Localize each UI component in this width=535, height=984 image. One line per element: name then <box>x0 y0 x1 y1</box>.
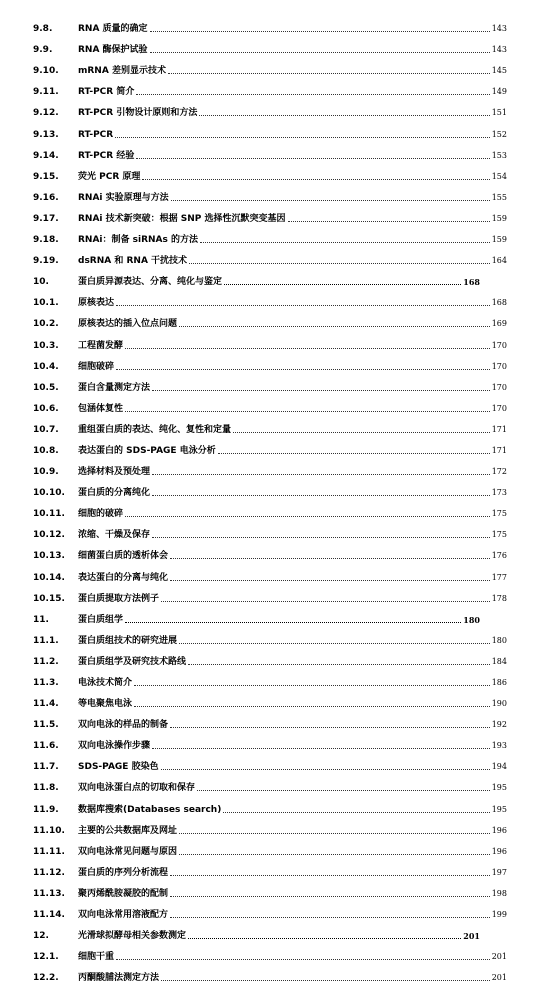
toc-entry-number: 10.2. <box>33 319 59 330</box>
toc-entry-number: 10.5. <box>33 382 59 393</box>
toc-dot-leader <box>125 348 490 349</box>
toc-dot-leader <box>199 115 489 116</box>
toc-page-number: 159 <box>491 235 507 245</box>
toc-section-entry[interactable] <box>33 204 507 225</box>
toc-page-number: 159 <box>491 213 507 223</box>
toc-entry-number: 11.12. <box>33 867 65 878</box>
toc-section-entry[interactable] <box>33 183 507 204</box>
toc-dot-leader <box>134 685 490 686</box>
toc-dot-leader <box>197 790 490 791</box>
toc-dot-leader <box>170 917 490 918</box>
toc-section-entry[interactable] <box>33 942 507 963</box>
toc-entry-title: mRNA 差别显示技术 <box>78 66 166 77</box>
toc-entry-number: 9.12. <box>33 108 59 119</box>
toc-section-entry[interactable] <box>33 56 507 77</box>
toc-entry-number: 10.8. <box>33 445 59 456</box>
toc-entry-number: 11.13. <box>33 888 65 899</box>
toc-section-entry[interactable] <box>33 77 507 98</box>
toc-entry-title: RNAi 实验原理与方法 <box>78 192 169 203</box>
toc-dot-leader <box>170 727 490 728</box>
toc-dot-leader <box>125 516 490 517</box>
toc-page-number: 195 <box>491 804 507 814</box>
toc-dot-leader <box>233 432 490 433</box>
toc-page-number: 155 <box>491 192 507 202</box>
toc-entry-number: 9.17. <box>33 213 59 224</box>
toc-page-number: 197 <box>491 867 507 877</box>
toc-section-entry[interactable] <box>33 520 507 541</box>
toc-page-number: 151 <box>491 108 507 118</box>
toc-page-number: 153 <box>491 150 507 160</box>
toc-page-number: 145 <box>491 66 507 76</box>
toc-page-number: 173 <box>491 488 507 498</box>
toc-entry-title: 蛋白质异源表达、分离、纯化与鉴定 <box>78 277 223 288</box>
toc-dot-leader <box>136 94 489 95</box>
toc-dot-leader <box>142 179 489 180</box>
toc-entry-number: 12.1. <box>33 952 59 963</box>
toc-page-number: 143 <box>491 24 507 34</box>
toc-entry-number: 9.15. <box>33 171 59 182</box>
toc-section-entry[interactable] <box>33 710 507 731</box>
toc-page-number: 171 <box>491 424 507 434</box>
toc-section-entry[interactable] <box>33 816 507 837</box>
toc-page-number: 175 <box>491 530 507 540</box>
toc-chapter-line <box>78 614 507 626</box>
toc-page-number: 195 <box>491 783 507 793</box>
toc-page-number: 154 <box>491 171 507 181</box>
toc-entry-title: 细菌蛋白质的透析体会 <box>78 551 169 562</box>
toc-section-entry[interactable] <box>33 225 507 246</box>
toc-entry-title: 双向电泳常见问题与原因 <box>78 846 178 857</box>
toc-page-number: 164 <box>491 256 507 266</box>
toc-section-entry[interactable] <box>33 14 507 35</box>
toc-dot-leader <box>125 622 461 623</box>
toc-dot-leader <box>116 959 490 960</box>
toc-entry-title: 表达蛋白的分离与纯化 <box>78 572 169 583</box>
toc-section-entry[interactable] <box>33 626 507 647</box>
toc-entry-number: 9.13. <box>33 129 59 140</box>
toc-entry-number: 10.10. <box>33 488 65 499</box>
toc-entry-title: 光滑球拟酵母相关参数测定 <box>78 931 187 942</box>
toc-dot-leader <box>179 643 490 644</box>
toc-entry-number: 11.9. <box>33 804 59 815</box>
toc-section-entry[interactable] <box>33 541 507 562</box>
toc-section-entry[interactable] <box>33 330 507 351</box>
toc-dot-leader <box>150 52 490 53</box>
toc-section-entry[interactable] <box>33 837 507 858</box>
toc-entry-title: 数据库搜索(Databases search) <box>78 804 222 815</box>
toc-entry-title: 原核表达 <box>78 298 115 309</box>
toc-dot-leader <box>152 390 490 391</box>
toc-page-number: 196 <box>491 846 507 856</box>
toc-section-entry[interactable] <box>33 288 507 309</box>
toc-section-entry[interactable] <box>33 352 507 373</box>
toc-section-entry[interactable] <box>33 584 507 605</box>
toc-entry-title: RNA 酶保护试验 <box>78 45 148 56</box>
toc-dot-leader <box>150 31 490 32</box>
toc-dot-leader <box>116 305 490 306</box>
toc-entry-number: 11.8. <box>33 783 59 794</box>
toc-dot-leader <box>116 369 490 370</box>
toc-page-number: 170 <box>491 340 507 350</box>
toc-entry-title: RT-PCR 经验 <box>78 150 135 161</box>
toc-chapter-line <box>78 276 507 288</box>
toc-list <box>33 14 507 984</box>
toc-dot-leader <box>188 938 461 939</box>
toc-dot-leader <box>170 896 490 897</box>
toc-page-number: 170 <box>491 382 507 392</box>
toc-entry-number: 10.11. <box>33 509 65 520</box>
toc-entry-title: 蛋白质提取方法例子 <box>78 593 160 604</box>
toc-dot-leader <box>171 200 490 201</box>
toc-dot-leader <box>161 769 490 770</box>
toc-entry-number: 9.19. <box>33 256 59 267</box>
toc-entry-number: 10. <box>33 277 49 288</box>
toc-entry-title: SDS-PAGE 胶染色 <box>78 762 159 773</box>
toc-section-entry[interactable] <box>33 309 507 330</box>
toc-section-entry[interactable] <box>33 562 507 583</box>
toc-dot-leader <box>152 474 490 475</box>
toc-entry-number: 9.10. <box>33 66 59 77</box>
toc-entry-number: 9.11. <box>33 87 59 98</box>
toc-dot-leader <box>152 537 490 538</box>
toc-page-number: 143 <box>491 45 507 55</box>
toc-page-number: 152 <box>491 129 507 139</box>
toc-entry-number: 11.10. <box>33 825 65 836</box>
toc-section-entry[interactable] <box>33 478 507 499</box>
toc-entry-title: 细胞干重 <box>78 952 115 963</box>
toc-page-number: 168 <box>463 277 480 288</box>
toc-entry-number: 12. <box>33 931 49 942</box>
toc-entry-number: 11.3. <box>33 678 59 688</box>
toc-dot-leader <box>179 854 490 855</box>
toc-page-number: 193 <box>491 741 507 751</box>
toc-entry-title: RT-PCR 引物设计原则和方法 <box>78 108 198 119</box>
toc-entry-number: 10.3. <box>33 340 59 351</box>
toc-entry-title: RNA 质量的确定 <box>78 24 148 35</box>
toc-entry-title: 工程菌发酵 <box>78 340 124 351</box>
toc-section-entry[interactable] <box>33 436 507 457</box>
toc-section-entry[interactable] <box>33 499 507 520</box>
toc-entry-title: 重组蛋白质的表达、纯化、复性和定量 <box>78 424 232 435</box>
toc-entry-number: 11.2. <box>33 656 59 667</box>
toc-entry-title: 蛋白质组学及研究技术路线 <box>78 656 187 667</box>
toc-page-number: 196 <box>491 825 507 835</box>
toc-section-entry[interactable] <box>33 647 507 668</box>
toc-entry-number: 9.9. <box>33 45 53 56</box>
toc-section-entry[interactable] <box>33 731 507 752</box>
toc-entry-title: 双向电泳的样品的制备 <box>78 720 169 731</box>
toc-entry-number: 9.16. <box>33 192 59 203</box>
toc-dot-leader <box>218 453 490 454</box>
toc-page-number: 178 <box>491 593 507 603</box>
toc-chapter-entry[interactable] <box>33 921 507 942</box>
toc-entry-title: 荧光 PCR 原理 <box>78 171 141 182</box>
toc-chapter-entry[interactable] <box>33 267 507 288</box>
toc-entry-number: 11.14. <box>33 910 65 921</box>
toc-entry-number: 9.14. <box>33 150 59 161</box>
toc-page-number: 186 <box>491 678 507 687</box>
toc-section-entry[interactable] <box>33 668 507 689</box>
toc-entry-title: dsRNA 和 RNA 干扰技术 <box>78 256 188 267</box>
toc-entry-title: 电泳技术简介 <box>78 678 133 688</box>
toc-entry-number: 11.7. <box>33 762 59 773</box>
toc-dot-leader <box>136 158 489 159</box>
toc-section-entry[interactable] <box>33 900 507 921</box>
toc-section-entry[interactable] <box>33 35 507 56</box>
toc-dot-leader <box>161 980 490 981</box>
toc-chapter-entry[interactable] <box>33 605 507 626</box>
toc-section-entry[interactable] <box>33 689 507 710</box>
toc-page-number: 176 <box>491 551 507 561</box>
toc-page-number: 169 <box>491 319 507 329</box>
toc-entry-number: 10.7. <box>33 424 59 435</box>
toc-section-entry[interactable] <box>33 246 507 267</box>
toc-entry-number: 10.12. <box>33 530 65 541</box>
toc-entry-number: 11.11. <box>33 846 65 857</box>
toc-entry-number: 12.2. <box>33 973 59 984</box>
toc-dot-leader <box>125 411 490 412</box>
toc-section-entry[interactable] <box>33 773 507 794</box>
toc-section-entry[interactable] <box>33 415 507 436</box>
toc-section-entry[interactable] <box>33 879 507 900</box>
toc-entry-title: RT-PCR <box>78 129 114 140</box>
toc-page-number: 170 <box>491 403 507 413</box>
toc-section-entry[interactable] <box>33 119 507 140</box>
toc-entry-number: 10.6. <box>33 403 59 414</box>
toc-dot-leader <box>161 601 490 602</box>
toc-entry-title: 双向电泳常用溶液配方 <box>78 910 169 921</box>
toc-entry-number: 10.15. <box>33 593 65 604</box>
toc-dot-leader <box>170 875 490 876</box>
toc-entry-number: 11. <box>33 614 49 625</box>
toc-entry-number: 10.13. <box>33 551 65 562</box>
toc-entry-title: 表达蛋白的 SDS-PAGE 电泳分析 <box>78 445 216 456</box>
toc-dot-leader <box>200 242 490 243</box>
toc-entry-number: 11.1. <box>33 635 59 646</box>
toc-dot-leader <box>170 558 490 559</box>
toc-entry-title: RNAi：制备 siRNAs 的方法 <box>78 235 199 246</box>
toc-entry-title: 原核表达的插入位点问题 <box>78 319 178 330</box>
toc-page-number: 149 <box>491 87 507 97</box>
toc-dot-leader <box>152 495 490 496</box>
toc-entry-title: 双向电泳蛋白点的切取和保存 <box>78 783 196 794</box>
toc-entry-title: 蛋白质的序列分析流程 <box>78 867 169 878</box>
toc-entry-title: 等电聚焦电泳 <box>78 699 133 710</box>
toc-page-number: 201 <box>463 931 480 942</box>
toc-entry-title: 蛋白含量测定方法 <box>78 382 151 393</box>
toc-page-number: 175 <box>491 509 507 519</box>
toc-page-number: 168 <box>491 298 507 308</box>
toc-dot-leader <box>170 580 490 581</box>
toc-page-number: 192 <box>491 720 507 730</box>
toc-entry-title: RNAi 技术新突破：根据 SNP 选择性沉默突变基因 <box>78 213 286 224</box>
toc-dot-leader <box>115 137 490 138</box>
toc-entry-title: 主要的公共数据库及网址 <box>78 825 178 836</box>
toc-entry-number: 9.18. <box>33 235 59 246</box>
toc-entry-number: 11.5. <box>33 720 59 731</box>
toc-page-number: 194 <box>491 762 507 772</box>
toc-page-number: 180 <box>491 635 507 645</box>
toc-page-number: 199 <box>491 910 507 920</box>
toc-entry-title: 蛋白质组学 <box>78 614 124 625</box>
toc-section-entry[interactable] <box>33 394 507 415</box>
toc-section-entry[interactable] <box>33 98 507 119</box>
toc-dot-leader <box>189 263 490 264</box>
toc-entry-title: 聚丙烯酰胺凝胶的配制 <box>78 888 169 899</box>
toc-entry-number: 11.4. <box>33 699 59 710</box>
toc-page-number: 184 <box>491 656 507 666</box>
toc-dot-leader <box>152 748 490 749</box>
toc-entry-title: 选择材料及预处理 <box>78 467 151 478</box>
toc-page-number: 171 <box>491 445 507 455</box>
toc-entry-title: 浓缩、干燥及保存 <box>78 530 151 541</box>
toc-entry-number: 10.14. <box>33 572 65 583</box>
toc-entry-number: 10.4. <box>33 361 59 372</box>
toc-entry-title: 蛋白质的分离纯化 <box>78 488 151 499</box>
toc-dot-leader <box>179 833 490 834</box>
toc-entry-number: 9.8. <box>33 24 53 35</box>
toc-dot-leader <box>179 326 490 327</box>
toc-section-entry[interactable] <box>33 752 507 773</box>
toc-page-number: 198 <box>491 888 507 898</box>
toc-entry-title: 双向电泳操作步骤 <box>78 741 151 752</box>
toc-page-number: 177 <box>491 572 507 582</box>
toc-page-number: 201 <box>491 973 507 983</box>
toc-entry-number: 10.1. <box>33 298 59 309</box>
toc-page-number: 170 <box>491 361 507 371</box>
toc-entry-number: 11.6. <box>33 741 59 752</box>
toc-section-entry[interactable] <box>33 373 507 394</box>
toc-page-number: 180 <box>463 614 480 625</box>
toc-dot-leader <box>168 73 490 74</box>
toc-dot-leader <box>288 221 490 222</box>
toc-page-number: 190 <box>491 699 507 709</box>
toc-entry-number: 10.9. <box>33 467 59 478</box>
toc-entry-title: 包涵体复性 <box>78 403 124 414</box>
toc-entry-title: 细胞破碎 <box>78 361 115 372</box>
toc-section-entry[interactable] <box>33 162 507 183</box>
toc-section-entry[interactable] <box>33 858 507 879</box>
toc-section-entry[interactable] <box>33 794 507 815</box>
toc-section-entry[interactable] <box>33 457 507 478</box>
toc-entry-title: 丙酮酸脯法测定方法 <box>78 973 160 984</box>
toc-dot-leader <box>134 706 490 707</box>
toc-entry-title: 细胞的破碎 <box>78 509 124 520</box>
toc-section-entry[interactable] <box>33 963 507 984</box>
toc-entry-title: RT-PCR 简介 <box>78 87 135 98</box>
toc-page-number: 201 <box>491 952 507 962</box>
toc-entry-title: 蛋白质组技术的研究进展 <box>78 635 178 646</box>
toc-section-entry[interactable] <box>33 141 507 162</box>
toc-dot-leader <box>224 284 461 285</box>
toc-chapter-line <box>78 930 507 942</box>
toc-page-number: 172 <box>491 467 507 477</box>
toc-dot-leader <box>188 664 490 665</box>
